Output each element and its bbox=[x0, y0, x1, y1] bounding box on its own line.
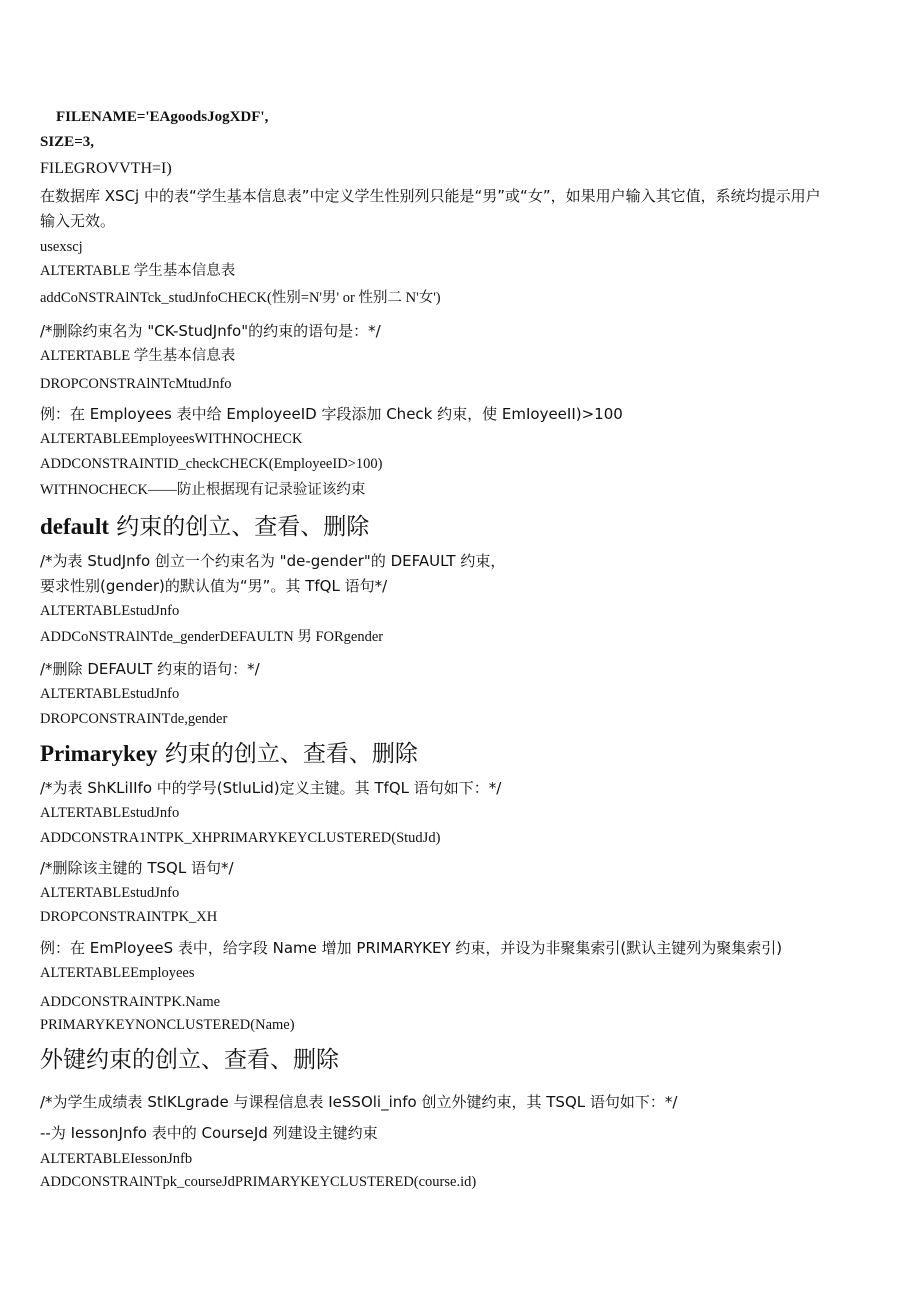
code-line: DROPCONSTRAINTPK_XH bbox=[40, 909, 218, 925]
code-line: ALTERTABLE 学生基本信息表 bbox=[40, 263, 236, 279]
code-line: ADDCONSTRAINTID_checkCHECK(EmployeeID>100) bbox=[40, 456, 383, 472]
heading-keyword: default bbox=[40, 514, 109, 539]
comment-line: --为 IessonJnfo 表中的 CourseJd 列建设主键约束 bbox=[40, 1124, 378, 1142]
paragraph-line: 在数据库 XSCj 中的表“学生基本信息表”中定义学生性别列只能是“男”或“女”，如果用户输入其它值，系统均提示用户 bbox=[40, 187, 821, 205]
code-line: ALTERTABLEstudJnfo bbox=[40, 603, 180, 619]
example-line: 例：在 EmPloyeeS 表中，给字段 Name 增加 PRIMARYKEY 约束，并设为非聚集索引(默认主键列为聚集索引) bbox=[40, 939, 783, 957]
heading-keyword: Primarykey bbox=[40, 741, 158, 766]
code-line: ALTERTABLEEmployees bbox=[40, 965, 195, 981]
comment-line: /*为表 StudJnfo 创立一个约束名为 "de-gender"的 DEFAULT 约束， bbox=[40, 552, 506, 570]
code-line: ADDCONSTRA1NTPK_XHPRIMARYKEYCLUSTERED(StudJd) bbox=[40, 830, 441, 846]
code-line: WITHNOCHECK——防止根据现有记录验证该约束 bbox=[40, 482, 366, 498]
filename-line: FILENAME='EAgoodsJogXDF', bbox=[56, 109, 269, 125]
code-line: ADDCONSTRAlNTpk_courseJdPRIMARYKEYCLUSTERED(course.id) bbox=[40, 1174, 477, 1190]
code-line: ALTERTABLEstudJnfo bbox=[40, 885, 180, 901]
comment-line: /*为表 ShKLiIIfo 中的学号(StluLid)定义主键。其 TfQL 语句如下：*/ bbox=[40, 779, 502, 797]
code-line: DROPCONSTRAlNTcMtudJnfo bbox=[40, 376, 232, 392]
example-line: 例：在 Employees 表中给 EmployeeID 字段添加 Check 约束，使 EmIoyeeII)>100 bbox=[40, 405, 623, 423]
code-line: ADDCoNSTRAlNTde_genderDEFAULTN 男 FORgender bbox=[40, 629, 384, 645]
code-line: ADDCONSTRAINTPK.Name bbox=[40, 994, 221, 1010]
comment-line: /*删除 DEFAULT 约束的语句：*/ bbox=[40, 660, 260, 678]
heading-text: 约束的创立、查看、删除 bbox=[157, 741, 418, 767]
filegrowth-line: FILEGROVVTH=I) bbox=[40, 160, 172, 177]
code-line: ALTERTABLEIessonJnfb bbox=[40, 1151, 193, 1167]
code-line: addCoNSTRAlNTck_studJnfoCHECK(性别=N'男' or 性别二 N'女') bbox=[40, 290, 441, 306]
section-heading-foreignkey: 外键约束的创立、查看、删除 bbox=[40, 1047, 339, 1073]
code-line: DROPCONSTRAINTde,gender bbox=[40, 711, 228, 727]
paragraph-line: 输入无效。 bbox=[40, 212, 116, 230]
code-line: ALTERTABLEEmployeesWITHNOCHECK bbox=[40, 431, 303, 447]
comment-line: 要求性别(gender)的默认值为“男”。其 TfQL 语句*/ bbox=[40, 577, 388, 595]
section-heading-default bbox=[40, 514, 369, 540]
code-line: ALTERTABLEstudJnfo bbox=[40, 686, 180, 702]
code-line: ALTERTABLE 学生基本信息表 bbox=[40, 348, 236, 364]
size-line: SIZE=3, bbox=[40, 134, 94, 150]
section-heading-primarykey bbox=[40, 741, 418, 767]
comment-line: /*删除该主键的 TSQL 语句*/ bbox=[40, 859, 234, 877]
code-line: ALTERTABLEstudJnfo bbox=[40, 805, 180, 821]
comment-line: /*删除约束名为 "CK-StudJnfo"的约束的语句是：*/ bbox=[40, 322, 381, 340]
code-line: PRIMARYKEYNONCLUSTERED(Name) bbox=[40, 1017, 295, 1033]
heading-text: 约束的创立、查看、删除 bbox=[109, 514, 370, 540]
code-line: usexscj bbox=[40, 239, 83, 255]
comment-line: /*为学生成绩表 StlKLgrade 与课程信息表 IeSSOli_info 创立外键约束，其 TSQL 语句如下：*/ bbox=[40, 1093, 678, 1111]
